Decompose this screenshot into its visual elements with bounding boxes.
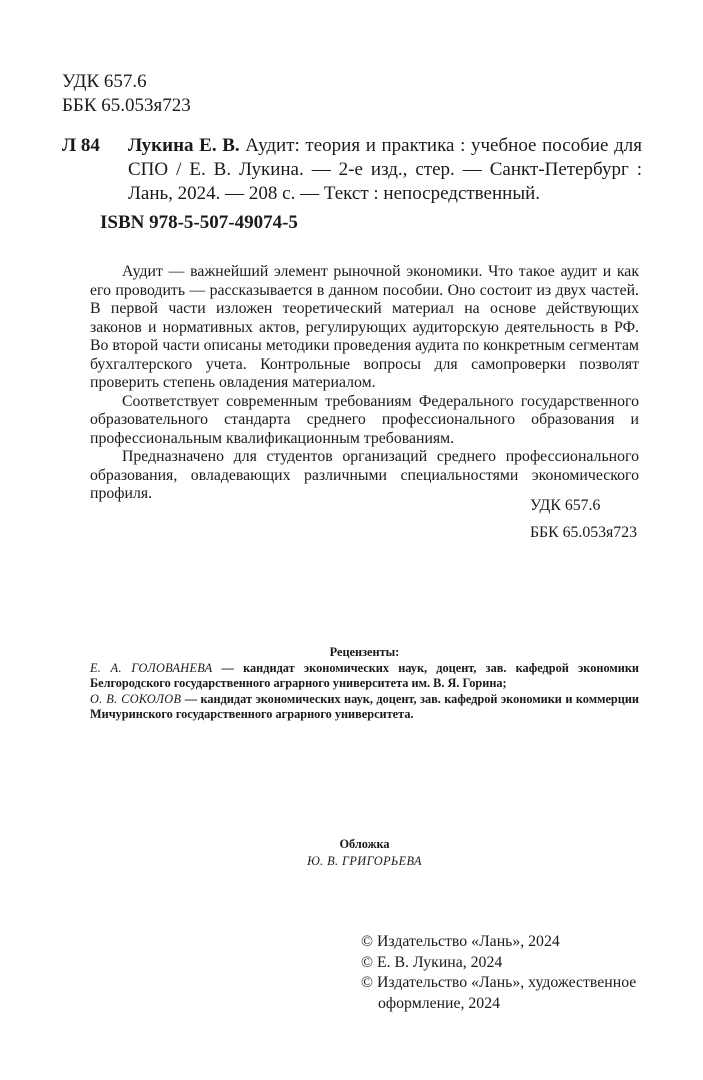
reviewer-description: — кандидат экономических наук, доцент, зав. кафедрой экономики и коммерции Мичуринского государственного аграрного университета. — [90, 691, 639, 722]
bbk-code: ББК 65.053я723 — [62, 95, 191, 116]
top-classification — [62, 70, 191, 118]
reviewer-name: Е. А. ГОЛОВАНЕВА — [90, 660, 213, 675]
bbk-code: ББК 65.053я723 — [529, 524, 637, 541]
reviewer-entry — [90, 661, 639, 692]
reviewer-name: О. В. СОКОЛОВ — [90, 691, 182, 706]
bibliographic-description — [128, 134, 642, 206]
author-mark: Л 84 — [62, 135, 100, 156]
copyright-line: © Издательство «Лань», 2024 — [361, 933, 560, 950]
author-name: Лукина Е. В. — [128, 135, 240, 156]
copyright-line: © Е. В. Лукина, 2024 — [361, 953, 503, 971]
cover-designer: Ю. В. ГРИГОРЬЕВА — [307, 854, 422, 868]
annotation-paragraph: Аудит — важнейший элемент рыночной экономики. Что такое аудит и как его проводить — рассказывается в данном пособии. Оно состоит из двух частей. В первой части изложен теоретический материал на основе действующих законов и нормативных актов, регулирующих аудиторскую деятельность в РФ. Во второй части описаны методики проведения аудита по конкретным сегментам бухгалтерского учета. Контрольные вопросы для самопроверки позволят проверить степень овладения материалом. — [90, 263, 639, 391]
udk-code: УДК 657.6 — [529, 497, 601, 514]
reviewers-title: Рецензенты: — [329, 645, 400, 659]
annotation — [90, 263, 639, 504]
annotation-codes — [530, 492, 637, 546]
cover-title: Обложка — [339, 837, 390, 851]
record-text: Аудит: теория и практика : учебное пособие для СПО / Е. В. Лукина. — 2-е изд., стер. — Санкт-Петербург : Лань, 2024. — 208 с. — Текст : непосредственный. — [128, 135, 643, 204]
annotation-paragraph: Предназначено для студентов организаций среднего профессионального образования, овладевающих различными специальностями экономического профиля. — [90, 448, 639, 502]
reviewer-description: — кандидат экономических наук, доцент, зав. кафедрой экономики Белгородского государственного аграрного университета им. В. Я. Горина; — [90, 660, 639, 691]
isbn: ISBN 978-5-507-49074-5 — [100, 212, 298, 233]
reviewer-entry — [90, 692, 639, 723]
copyright-block — [361, 932, 651, 1014]
copyright-line: оформление, 2024 — [378, 994, 500, 1012]
catalog-record — [62, 134, 642, 206]
annotation-paragraph: Соответствует современным требованиям Федерального государственного образовательного стандарта среднего профессионального образования и профессиональным квалификационным требованиям. — [90, 392, 639, 447]
reviewers — [90, 645, 639, 723]
udk-code: УДК 657.6 — [62, 71, 147, 92]
copyright-line: © Издательство «Лань», художественное — [361, 974, 637, 991]
cover-credit — [90, 836, 639, 870]
